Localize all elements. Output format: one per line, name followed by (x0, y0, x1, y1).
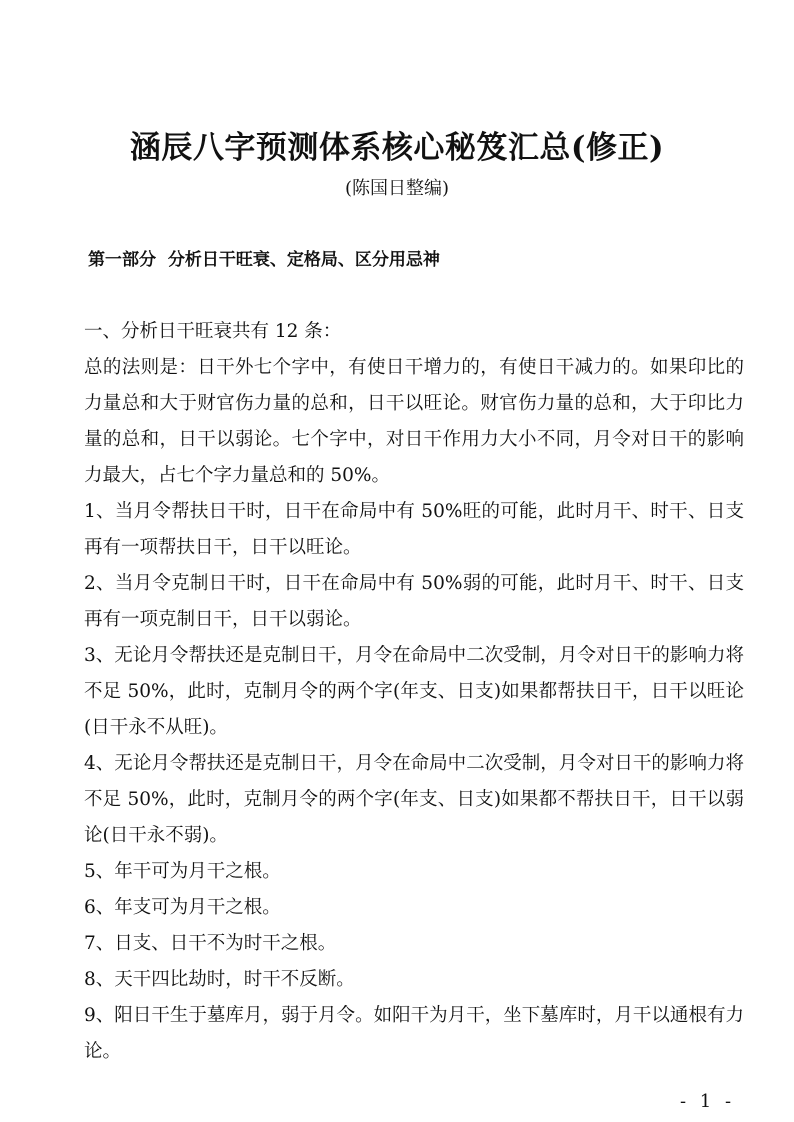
paragraph-rule-9: 9、阳日干生于墓库月，弱于月令。如阳干为月干，坐下墓库时，月干以通根有力论。 (84, 1005, 744, 1062)
paragraph-rule-7: 7、日支、日干不为时干之根。 (84, 933, 337, 954)
body-text (84, 314, 744, 1070)
paragraph-rule-5: 5、年干可为月干之根。 (84, 861, 281, 882)
paragraph-rule-8: 8、天干四比劫时，时干不反断。 (84, 969, 355, 990)
paragraph-rule-6: 6、年支可为月干之根。 (84, 897, 281, 918)
page-number: - 1 - (680, 1091, 736, 1112)
paragraph-general-rule: 总的法则是：日干外七个字中，有使日干增力的，有使日干减力的。如果印比的力量总和大于财官伤力量的总和，日干以旺论。财官伤力量的总和，大于印比力量的总和，日干以弱论。七个字中，对日干作用力大小不同，月令对日干的影响力最大，占七个字力量总和的 50%。 (84, 357, 744, 486)
page-title: 涵辰八字预测体系核心秘笈汇总(修正) (129, 130, 665, 166)
paragraph-rule-4: 4、无论月令帮扶还是克制日干，月令在命局中二次受制，月令对日干的影响力将不足 50%，此时，克制月令的两个字(年支、日支)如果都不帮扶日干，日干以弱论(日干永不弱)。 (84, 753, 744, 846)
paragraph-rule-2: 2、当月令克制日干时，日干在命局中有 50%弱的可能，此时月干、时干、日支再有一项克制日干，日干以弱论。 (84, 573, 744, 630)
paragraph-rule-3: 3、无论月令帮扶还是克制日干，月令在命局中二次受制，月令对日干的影响力将不足 50%，此时，克制月令的两个字(年支、日支)如果都帮扶日干，日干以旺论(日干永不从旺)。 (84, 645, 744, 738)
paragraph-intro: 一、分析日干旺衰共有 12 条： (84, 321, 342, 342)
section-heading: 第一部分 分析日干旺衰、定格局、区分用忌神 (88, 250, 440, 270)
paragraph-rule-1: 1、当月令帮扶日干时，日干在命局中有 50%旺的可能，此时月干、时干、日支再有一项帮扶日干，日干以旺论。 (84, 501, 744, 558)
page-subtitle: (陈国日整编) (344, 178, 450, 199)
